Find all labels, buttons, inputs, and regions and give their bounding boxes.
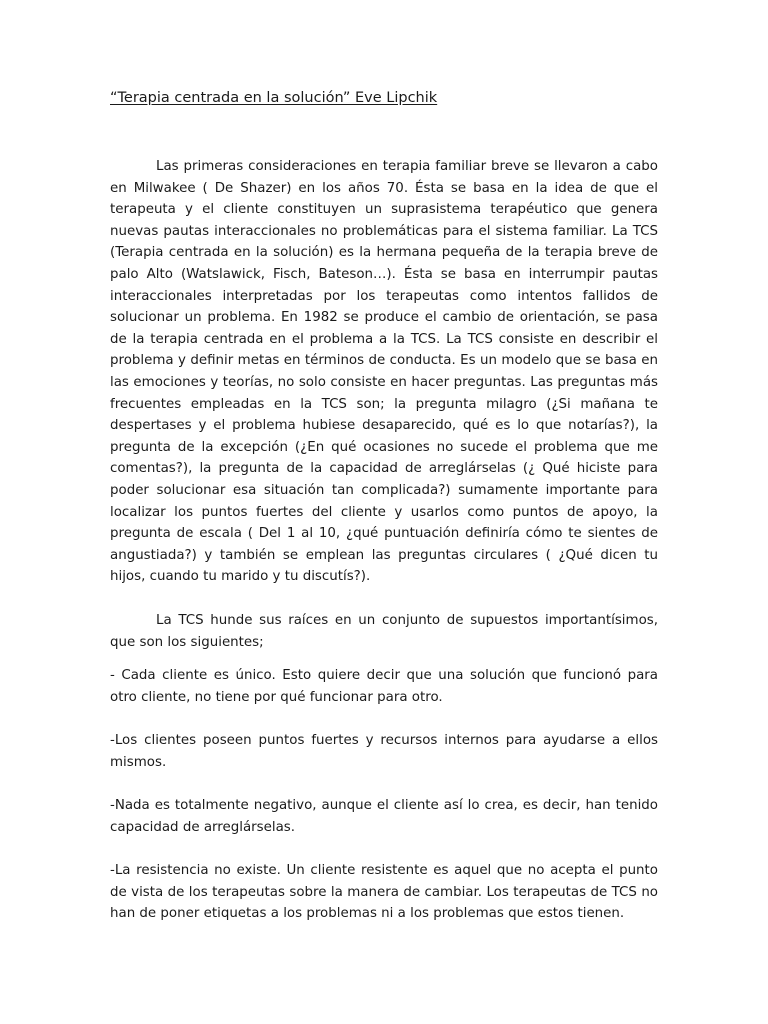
assumption-item-unique-client: - Cada cliente es único. Esto quiere decir que una solución que funcionó para otro cliente, no tiene por qué funcionar para otro.: [110, 668, 658, 705]
assumption-item-nothing-negative: -Nada es totalmente negativo, aunque el cliente así lo crea, es decir, han tenido capacidad de arreglárselas.: [110, 798, 658, 835]
paragraph-assumptions-intro: La TCS hunde sus raíces en un conjunto de supuestos importantísimos, que son los siguientes;: [110, 613, 658, 650]
assumption-item-no-resistance: -La resistencia no existe. Un cliente resistente es aquel que no acepta el punto de vista de los terapeutas sobre la manera de cambiar. Los terapeutas de TCS no han de poner etiquetas a los problemas ni a los problemas que estos tienen.: [110, 863, 658, 922]
assumption-item-strengths: -Los clientes poseen puntos fuertes y recursos internos para ayudarse a ellos mismos.: [110, 733, 658, 770]
document-title: “Terapia centrada en la solución” Eve Lipchik: [110, 90, 438, 106]
paragraph-intro: Las primeras consideraciones en terapia familiar breve se llevaron a cabo en Milwakee ( De Shazer) en los años 70. Ésta se basa en la idea de que el terapeuta y el cliente constituyen un suprasistema terapéutico que genera nuevas pautas interaccionales no problemáticas para el sistema familiar. La TCS (Terapia centrada en la solución) es la hermana pequeña de la terapia breve de palo Alto (Watslawick, Fisch, Bateson…). Ésta se basa en interrumpir pautas interaccionales interpretadas por los terapeutas como intentos fallidos de solucionar un problema. En 1982 se produce el cambio de orientación, se pasa de la terapia centrada en el problema a la TCS. La TCS consiste en describir el problema y definir metas en términos de conducta. Es un modelo que se basa en las emociones y teorías, no solo consiste en hacer preguntas. Las preguntas más frecuentes empleadas en la TCS son; la pregunta milagro (¿Si mañana te despertases y el problema hubiese desaparecido, qué es lo que notarías?), la pregunta de la excepción (¿En qué ocasiones no sucede el problema que me comentas?), la pregunta de la capacidad de arreglárselas (¿ Qué hiciste para poder solucionar esa situación tan complicada?) sumamente importante para localizar los puntos fuertes del cliente y usarlos como puntos de apoyo, la pregunta de escala ( Del 1 al 10, ¿qué puntuación definiría cómo te sientes de angustiada?) y también se emplean las preguntas circulares ( ¿Qué dicen tu hijos, cuando tu marido y tu discutís?).: [110, 159, 658, 585]
